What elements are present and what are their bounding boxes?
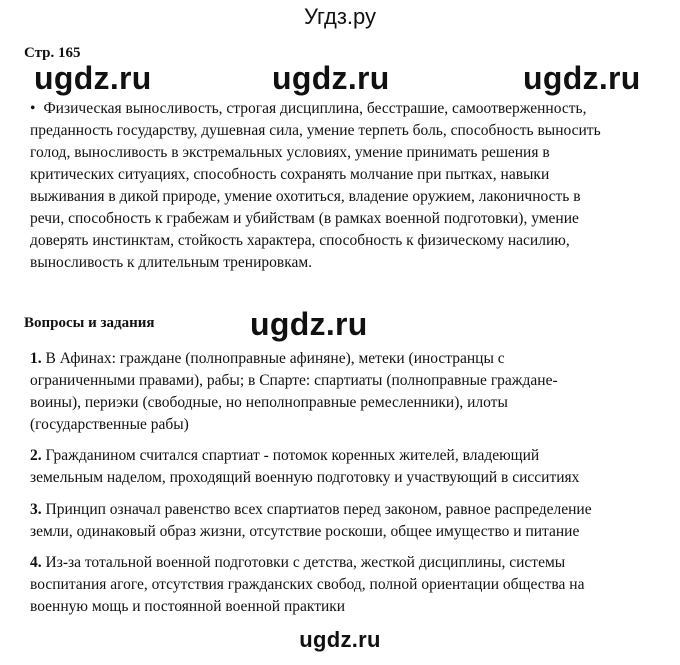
watermark: ugdz.ru xyxy=(250,306,368,342)
bullet-line: доверять инстинктам, стойкость характера, способность к физическому насилию, xyxy=(30,232,570,249)
answer-3 xyxy=(30,499,650,543)
bullet-line: выживания в дикой природе, умение охотиться, владение оружием, лаконичность в xyxy=(30,188,581,205)
bullet-line xyxy=(30,98,660,120)
answer-4 xyxy=(30,552,650,618)
watermark: ugdz.ru xyxy=(34,60,152,96)
bullet-line: преданность государству, душевная сила, умение терпеть боль, способность выносить xyxy=(30,122,601,139)
answer-line: воспитания агоге, отсутствия гражданских свобод, полной ориентации общества на xyxy=(30,576,585,593)
bullet-text: Физическая выносливость, строгая дисциплина, бесстрашие, самоотверженность, xyxy=(43,100,587,117)
watermark: ugdz.ru xyxy=(299,627,381,652)
site-title[interactable]: Угдз.ру xyxy=(303,4,377,29)
answer-text: Гражданином считался спартиат - потомок коренных жителей, владеющий xyxy=(41,447,540,464)
answer-number: 1. xyxy=(30,350,42,367)
watermark: ugdz.ru xyxy=(272,60,390,96)
watermark: ugdz.ru xyxy=(523,60,641,96)
bullet-paragraph xyxy=(30,98,660,274)
bullet-line: критических ситуациях, способность сохранять молчание при пытках, навыки xyxy=(30,166,550,183)
bullet-line: голод, выносливость в экстремальных условиях, умение принимать решения в xyxy=(30,144,550,161)
answer-line xyxy=(30,552,650,574)
answer-line: земельным наделом, проходящий военную подготовку и участвующий в сисситиях xyxy=(30,469,580,486)
answer-line: военную мощь и постоянной военной практики xyxy=(30,598,346,615)
answer-line xyxy=(30,499,650,521)
bullet-line: выносливость к длительным тренировкам. xyxy=(30,254,313,271)
answer-2 xyxy=(30,445,650,489)
answer-line: воины), периэки (свободные, но неполноправные ремесленники), илоты xyxy=(30,394,508,411)
answer-number: 3. xyxy=(30,501,42,518)
answer-line: (государственные рабы) xyxy=(30,416,189,433)
answer-line: ограниченными правами), рабы; в Спарте: спартиаты (полноправные граждане- xyxy=(30,372,558,389)
answer-line: земли, одинаковый образ жизни, отсутствие роскоши, общее имущество и питание xyxy=(30,523,580,540)
page-label: Стр. 165 xyxy=(24,45,81,61)
answer-number: 4. xyxy=(30,554,42,571)
bullet-marker: • xyxy=(30,100,36,117)
answer-number: 2. xyxy=(30,447,42,464)
answer-text: В Афинах: граждане (полноправные афиняне), метеки (иностранцы с xyxy=(41,350,505,367)
bullet-line: речи, способность к грабежам и убийствам (в рамках военной подготовки), умение xyxy=(30,210,579,227)
answer-text: Из-за тотальной военной подготовки с детства, жесткой дисциплины, системы xyxy=(41,554,566,571)
answer-line xyxy=(30,445,650,467)
answer-1 xyxy=(30,348,650,436)
section-heading: Вопросы и задания xyxy=(24,315,155,331)
answer-text: Принцип означал равенство всех спартиатов перед законом, равное распределение xyxy=(41,501,592,518)
answer-line xyxy=(30,348,650,370)
